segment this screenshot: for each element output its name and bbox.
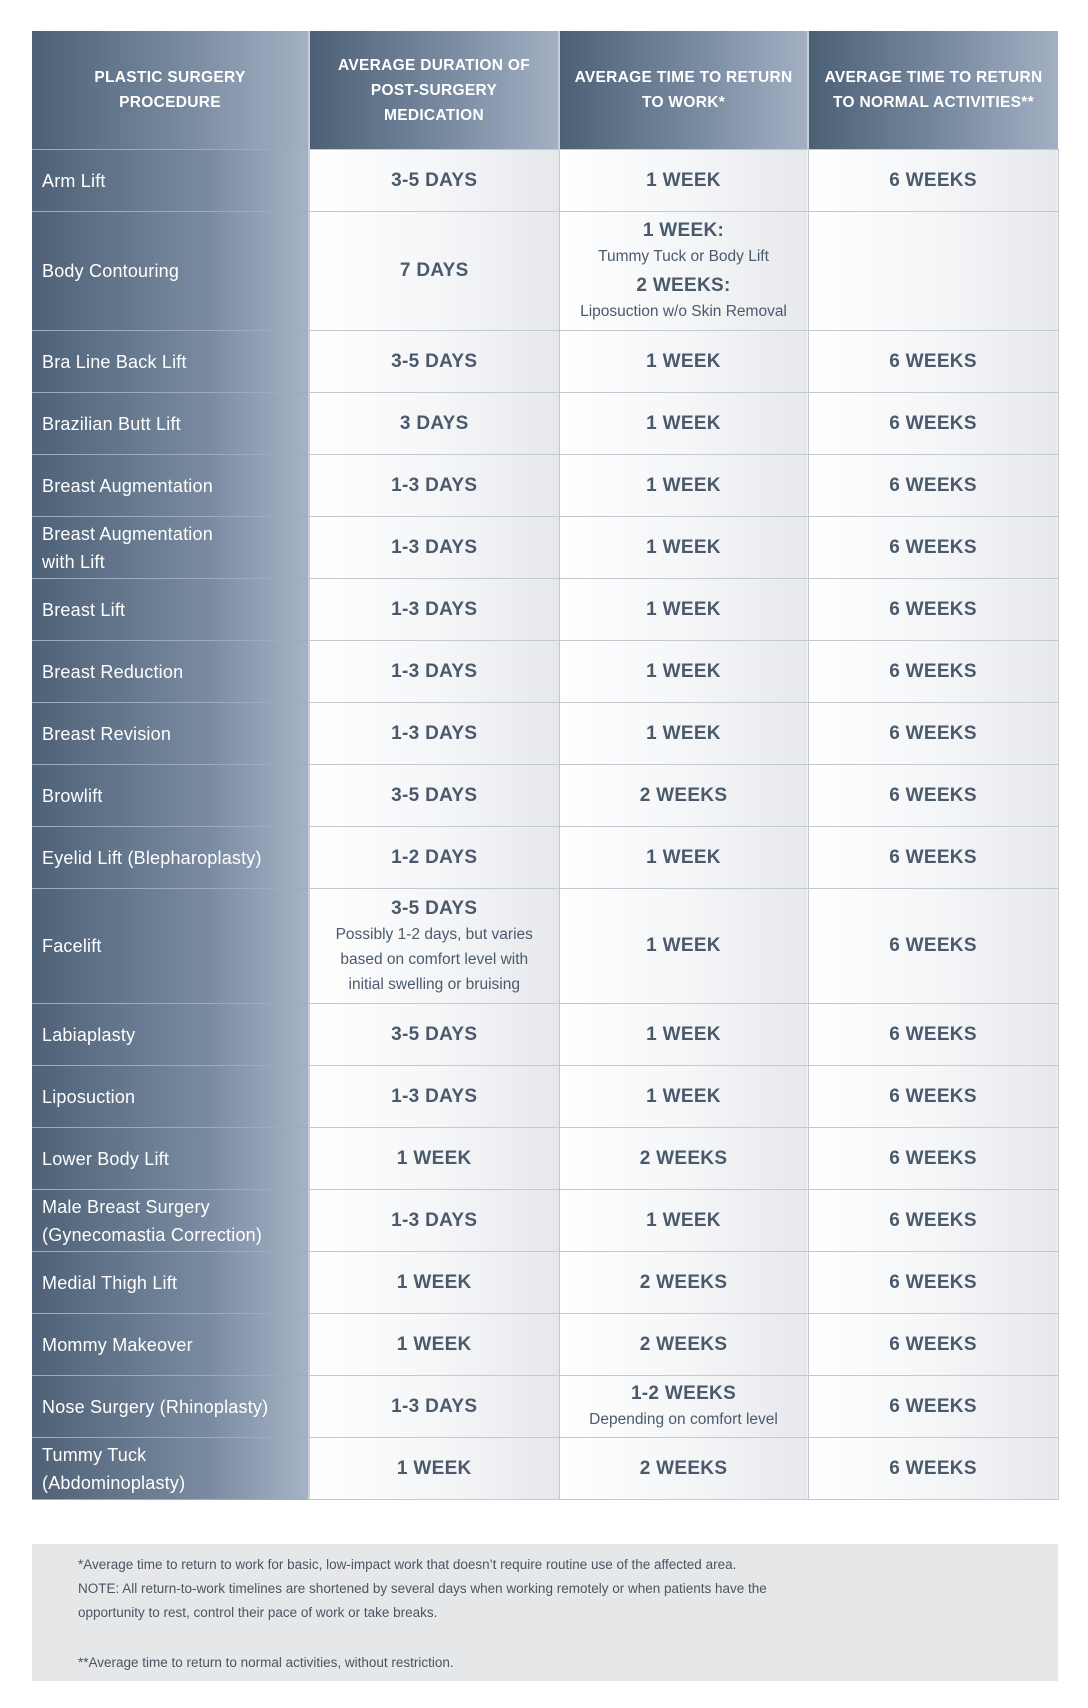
table-row [32, 1128, 1058, 1190]
medication-note: Possibly 1-2 days, but varies [335, 925, 533, 943]
normal-cell [808, 1314, 1058, 1376]
procedure-cell [32, 1438, 309, 1500]
procedure-line: Tummy Tuck [42, 1444, 147, 1465]
medication-value: 3-5 DAYS [391, 169, 478, 191]
normal-cell [808, 1128, 1058, 1190]
table-row [32, 393, 1058, 455]
work-cell [559, 393, 808, 455]
work-note: Tummy Tuck or Body Lift [598, 248, 769, 265]
medication-cell [309, 827, 559, 889]
table-row [32, 1066, 1058, 1128]
procedure-cell: Lower Body Lift [32, 1128, 309, 1190]
normal-value: 6 WEEKS [889, 350, 977, 372]
normal-value: 6 WEEKS [889, 536, 977, 558]
header-return-to-work: AVERAGE TIME TO RETURN TO WORK* [559, 31, 808, 150]
medication-cell [309, 1252, 559, 1314]
medication-cell [309, 1066, 559, 1128]
normal-value: 6 WEEKS [889, 1209, 977, 1231]
table-row [32, 579, 1058, 641]
table-row [32, 212, 1058, 331]
work-cell [559, 150, 808, 212]
work-cell [559, 331, 808, 393]
footnote-note: opportunity to rest, control their pace of work or take breaks. [78, 1605, 438, 1620]
work-cell [559, 212, 808, 331]
medication-cell [309, 765, 559, 827]
procedure-cell: Body Contouring [32, 212, 309, 331]
table-row [32, 1252, 1058, 1314]
medication-cell [309, 331, 559, 393]
normal-cell [808, 641, 1058, 703]
procedure-cell: Breast Lift [32, 579, 309, 641]
normal-cell [808, 517, 1058, 579]
medication-value: 1 WEEK [396, 1271, 472, 1293]
normal-cell [808, 331, 1058, 393]
medication-value: 3-5 DAYS [391, 1023, 478, 1045]
medication-value: 1 WEEK [396, 1333, 472, 1355]
normal-cell [808, 212, 1058, 331]
medication-note: initial swelling or bruising [348, 975, 520, 993]
work-value: 2 WEEKS [639, 1457, 728, 1479]
medication-cell [309, 1004, 559, 1066]
normal-value: 6 WEEKS [889, 935, 977, 956]
medication-cell [309, 393, 559, 455]
medication-cell [309, 641, 559, 703]
work-cell [559, 765, 808, 827]
normal-value: 6 WEEKS [889, 784, 977, 806]
work-value: 2 WEEKS: [636, 275, 731, 296]
table-row [32, 641, 1058, 703]
normal-value: 6 WEEKS [889, 1457, 977, 1479]
work-cell [559, 1004, 808, 1066]
medication-value: 1-2 DAYS [391, 846, 478, 868]
procedure-cell [32, 1190, 309, 1252]
medication-value: 3-5 DAYS [391, 897, 478, 919]
work-note: Liposuction w/o Skin Removal [580, 303, 787, 320]
table-row [32, 1438, 1058, 1500]
medication-value: 3-5 DAYS [391, 350, 478, 372]
normal-cell [808, 889, 1058, 1004]
normal-value: 6 WEEKS [889, 598, 977, 620]
medication-cell [309, 517, 559, 579]
work-cell [559, 827, 808, 889]
normal-value: 6 WEEKS [889, 846, 977, 868]
procedure-cell: Facelift [32, 889, 309, 1004]
work-value: 2 WEEKS [639, 784, 728, 806]
procedure-cell: Mommy Makeover [32, 1314, 309, 1376]
procedure-cell: Labiaplasty [32, 1004, 309, 1066]
procedure-cell: Medial Thigh Lift [32, 1252, 309, 1314]
normal-value: 6 WEEKS [889, 1271, 977, 1293]
normal-cell [808, 827, 1058, 889]
normal-cell [808, 703, 1058, 765]
table-row [32, 703, 1058, 765]
header-procedure: PLASTIC SURGERY PROCEDURE [32, 31, 309, 150]
work-cell [559, 1128, 808, 1190]
procedure-line: Male Breast Surgery [42, 1196, 210, 1217]
procedure-cell: Arm Lift [32, 150, 309, 212]
work-value: 1 WEEK [646, 1209, 721, 1231]
normal-cell [808, 765, 1058, 827]
work-cell [559, 455, 808, 517]
table-row [32, 1314, 1058, 1376]
work-value: 1 WEEK [646, 722, 721, 744]
procedure-cell [32, 517, 309, 579]
normal-cell [808, 1190, 1058, 1252]
medication-value: 1-3 DAYS [391, 660, 478, 682]
work-value: 1 WEEK [646, 474, 721, 496]
header-row [32, 31, 1058, 150]
table-row [32, 517, 1058, 579]
procedure-line: (Abdominoplasty) [42, 1472, 186, 1493]
medication-value: 1-3 DAYS [391, 536, 478, 558]
procedure-cell: Breast Revision [32, 703, 309, 765]
table-row [32, 455, 1058, 517]
medication-value: 1-3 DAYS [391, 1395, 478, 1417]
medication-cell [309, 579, 559, 641]
medication-value: 1-3 DAYS [391, 722, 478, 744]
medication-cell [309, 150, 559, 212]
work-value: 1 WEEK [646, 350, 721, 372]
normal-cell [808, 1438, 1058, 1500]
medication-cell [309, 1438, 559, 1500]
work-value: 1 WEEK [646, 1023, 721, 1045]
normal-value: 6 WEEKS [889, 660, 977, 682]
normal-value: 6 WEEKS [889, 1147, 977, 1169]
medication-cell [309, 889, 559, 1004]
procedure-cell: Bra Line Back Lift [32, 331, 309, 393]
procedure-cell: Nose Surgery (Rhinoplasty) [32, 1376, 309, 1438]
footnotes-box [32, 1544, 1058, 1681]
normal-value: 6 WEEKS [889, 1395, 977, 1417]
header-normal-activities: AVERAGE TIME TO RETURN TO NORMAL ACTIVITIES** [808, 31, 1058, 150]
medication-value: 3 DAYS [399, 412, 469, 434]
work-cell [559, 579, 808, 641]
medication-cell [309, 1314, 559, 1376]
procedure-line: with Lift [42, 551, 105, 572]
work-value: 1 WEEK [646, 660, 721, 682]
normal-value: 6 WEEKS [889, 722, 977, 744]
work-value: 1 WEEK [646, 536, 721, 558]
normal-cell [808, 393, 1058, 455]
table-row [32, 765, 1058, 827]
normal-value: 6 WEEKS [889, 412, 977, 434]
work-value: 1 WEEK: [642, 220, 725, 241]
normal-value: 6 WEEKS [889, 1085, 977, 1107]
medication-value: 1-3 DAYS [391, 1085, 478, 1107]
work-cell [559, 1066, 808, 1128]
normal-value: 6 WEEKS [889, 169, 977, 191]
medication-cell [309, 703, 559, 765]
work-value: 2 WEEKS [639, 1147, 728, 1169]
table-row [32, 889, 1058, 1004]
work-cell [559, 1252, 808, 1314]
work-value: 1 WEEK [646, 169, 721, 191]
recovery-table [32, 31, 1059, 1500]
work-cell [559, 1314, 808, 1376]
work-value: 1 WEEK [646, 935, 721, 956]
normal-cell [808, 455, 1058, 517]
medication-value: 1-3 DAYS [391, 598, 478, 620]
work-value: 1 WEEK [646, 1085, 721, 1107]
medication-value: 1 WEEK [396, 1457, 472, 1479]
work-cell [559, 641, 808, 703]
medication-value: 1-3 DAYS [391, 1209, 478, 1231]
table-row [32, 331, 1058, 393]
medication-value: 7 DAYS [399, 260, 469, 281]
table-row [32, 1004, 1058, 1066]
work-cell [559, 1190, 808, 1252]
procedure-cell: Liposuction [32, 1066, 309, 1128]
normal-cell [808, 1376, 1058, 1438]
work-value: 1 WEEK [646, 412, 721, 434]
table-row [32, 150, 1058, 212]
work-value: 1 WEEK [646, 846, 721, 868]
procedure-cell: Eyelid Lift (Blepharoplasty) [32, 827, 309, 889]
normal-cell [808, 1252, 1058, 1314]
medication-note: based on comfort level with [340, 950, 529, 968]
footnote-work: *Average time to return to work for basic, low-impact work that doesn’t require routine use of the affected area. [78, 1557, 737, 1572]
medication-value: 1-3 DAYS [391, 474, 478, 496]
procedure-cell: Breast Augmentation [32, 455, 309, 517]
footnote-note: NOTE: All return-to-work timelines are shortened by several days when working remotely or when patients have the [78, 1581, 767, 1596]
table-row [32, 1190, 1058, 1252]
procedure-cell: Brazilian Butt Lift [32, 393, 309, 455]
normal-value: 6 WEEKS [889, 1023, 977, 1045]
medication-cell [309, 1128, 559, 1190]
medication-cell [309, 1190, 559, 1252]
work-cell [559, 889, 808, 1004]
procedure-cell: Browlift [32, 765, 309, 827]
work-cell [559, 703, 808, 765]
procedure-cell: Breast Reduction [32, 641, 309, 703]
work-cell [559, 1376, 808, 1438]
procedure-line: (Gynecomastia Correction) [42, 1224, 263, 1245]
work-note: Depending on comfort level [589, 1411, 778, 1428]
normal-cell [808, 579, 1058, 641]
normal-value: 6 WEEKS [889, 1333, 977, 1355]
work-cell [559, 517, 808, 579]
work-value: 2 WEEKS [639, 1271, 728, 1293]
medication-value: 1 WEEK [396, 1147, 472, 1169]
normal-value: 6 WEEKS [889, 474, 977, 496]
header-medication: AVERAGE DURATION OF POST-SURGERY MEDICATION [309, 31, 559, 150]
normal-cell [808, 1004, 1058, 1066]
normal-cell [808, 1066, 1058, 1128]
medication-cell [309, 212, 559, 331]
medication-value: 3-5 DAYS [391, 784, 478, 806]
normal-cell [808, 150, 1058, 212]
medication-cell [309, 1376, 559, 1438]
work-value: 1-2 WEEKS [630, 1383, 737, 1404]
procedure-line: Breast Augmentation [42, 523, 213, 544]
medication-cell [309, 455, 559, 517]
work-value: 2 WEEKS [639, 1333, 728, 1355]
table-row [32, 827, 1058, 889]
work-value: 1 WEEK [646, 598, 721, 620]
table-row [32, 1376, 1058, 1438]
footnote-normal: **Average time to return to normal activities, without restriction. [78, 1655, 454, 1670]
work-cell [559, 1438, 808, 1500]
